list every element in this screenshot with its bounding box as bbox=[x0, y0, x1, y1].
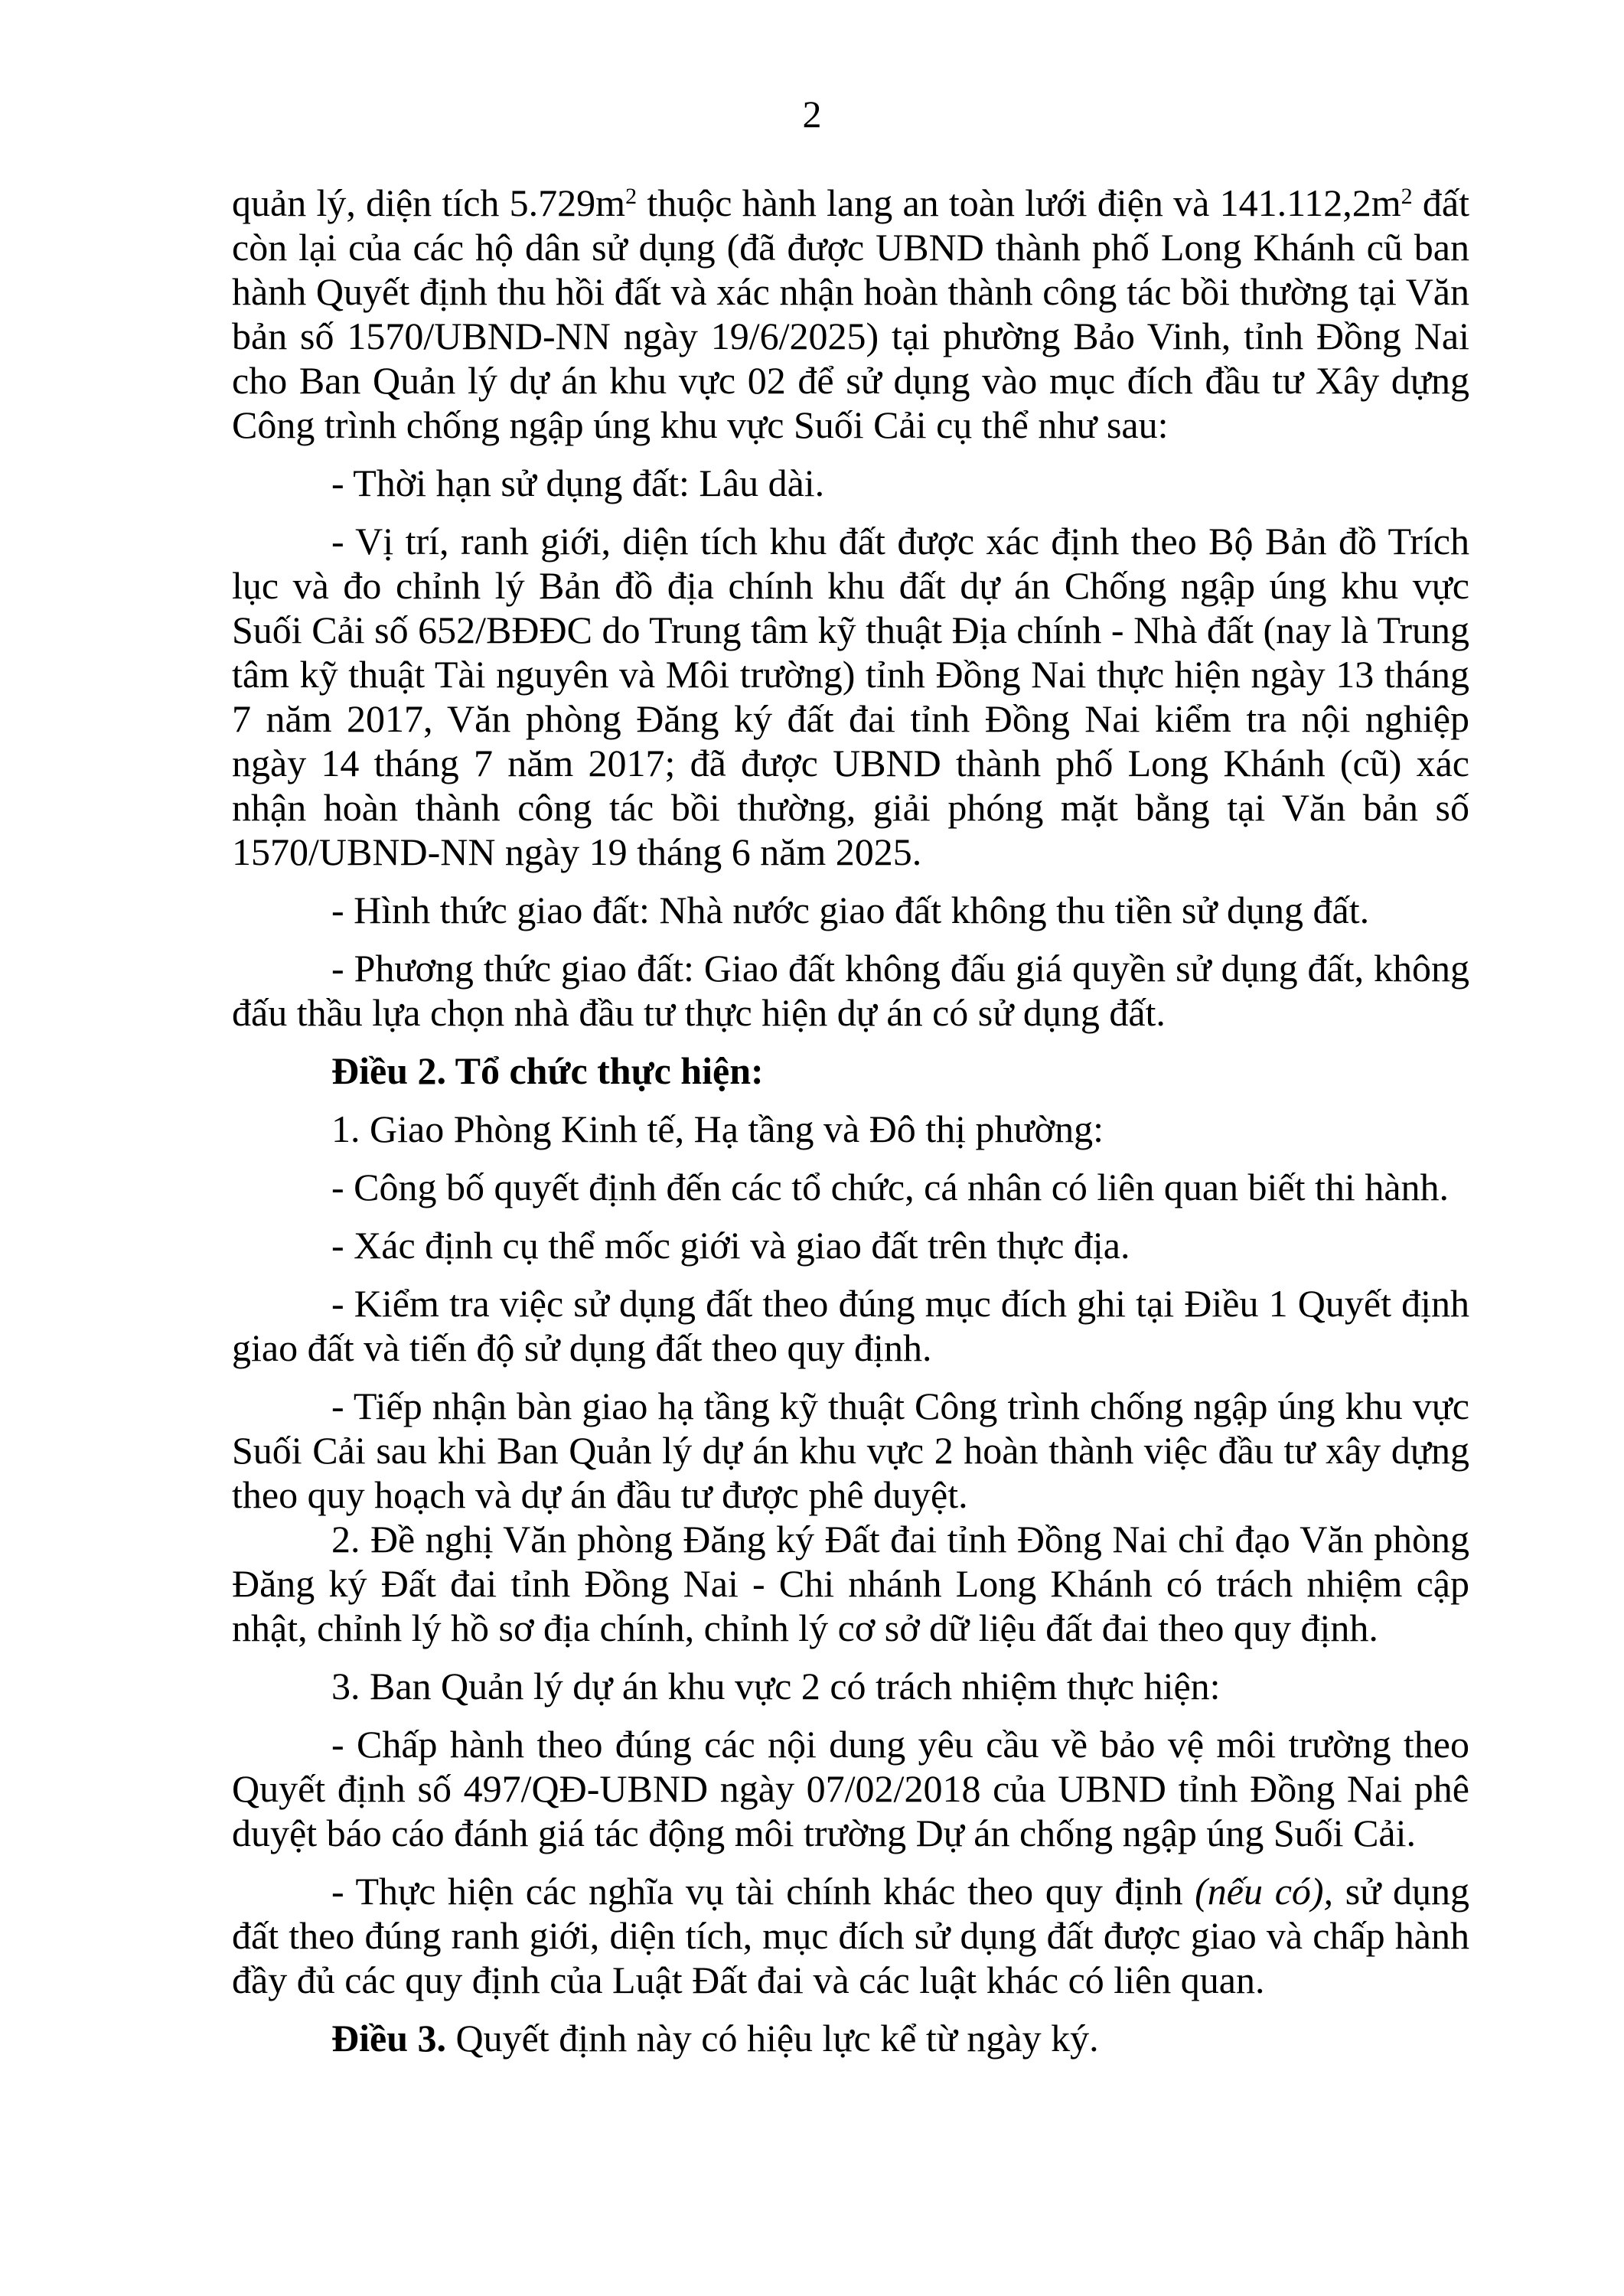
text-run: - Vị trí, ranh giới, diện tích khu đất được xác định theo Bộ Bản đồ Trích lục và đo chỉnh lý Bản đồ địa chính khu đất dự án Chống ngập úng khu vực Suối Cải số 652/BĐĐC do Trung tâm kỹ thuật Địa chính - Nhà đất (nay là Trung tâm kỹ thuật Tài nguyên và Môi trường) tỉnh Đồng Nai thực hiện ngày 13 tháng 7 năm 2017, Văn phòng Đăng ký đất đai tỉnh Đồng Nai kiểm tra nội nghiệp ngày 14 tháng 7 năm 2017; đã được UBND thành phố Long Khánh (cũ) xác nhận hoàn thành công tác bồi thường, giải phóng mặt bằng tại Văn bản số 1570/UBND-NN ngày 19 tháng 6 năm 2025. bbox=[232, 520, 1469, 873]
text-run: - Tiếp nhận bàn giao hạ tầng kỹ thuật Công trình chống ngập úng khu vực Suối Cải sau khi Ban Quản lý dự án khu vực 2 hoàn thành việc đầu tư xây dựng theo quy hoạch và dự án đầu tư được phê duyệt. bbox=[232, 1384, 1469, 1516]
text-run: (nếu có), bbox=[1195, 1870, 1334, 1913]
paragraph-item-1 bbox=[232, 1107, 1469, 1151]
text-run: - Chấp hành theo đúng các nội dung yêu cầu về bảo vệ môi trường theo Quyết định số 497/QĐ-UBND ngày 07/02/2018 của UBND tỉnh Đồng Nai phê duyệt báo cáo đánh giá tác động môi trường Dự án chống ngập úng Suối Cải. bbox=[232, 1723, 1469, 1854]
paragraph-allocation-method bbox=[232, 946, 1469, 1035]
paragraph-environment-compliance bbox=[232, 1722, 1469, 1855]
text-run: - Công bố quyết định đến các tổ chức, cá nhân có liên quan biết thi hành. bbox=[331, 1166, 1450, 1208]
paragraph-land-use-duration bbox=[232, 461, 1469, 505]
paragraph-allocation-form bbox=[232, 888, 1469, 932]
heading-article-2 bbox=[232, 1049, 1469, 1093]
text-run: - Phương thức giao đất: Giao đất không đấu giá quyền sử dụng đất, không đấu thầu lựa chọn nhà đầu tư thực hiện dự án có sử dụng đất. bbox=[232, 947, 1469, 1034]
paragraph-boundary-markers bbox=[232, 1223, 1469, 1267]
paragraph-item-2 bbox=[232, 1517, 1469, 1650]
text-run: 3. Ban Quản lý dự án khu vực 2 có trách nhiệm thực hiện: bbox=[331, 1665, 1221, 1707]
text-run: - Thực hiện các nghĩa vụ tài chính khác theo quy định bbox=[331, 1870, 1195, 1913]
text-run: sử dụng đất theo đúng ranh giới, diện tích, mục đích sử dụng đất được giao và chấp hành đầy đủ các quy định của Luật Đất đai và các luật khác có liên quan. bbox=[232, 1870, 1470, 2001]
text-run: Điều 3. bbox=[331, 2017, 446, 2060]
text-run: - Thời hạn sử dụng đất: Lâu dài. bbox=[331, 461, 825, 504]
paragraph-land-use-inspection bbox=[232, 1281, 1469, 1370]
paragraph-financial-obligations bbox=[232, 1869, 1469, 2002]
paragraph-infrastructure-handover bbox=[232, 1384, 1469, 1517]
text-run: Quyết định này có hiệu lực kể từ ngày ký. bbox=[446, 2017, 1099, 2060]
superscript: 2 bbox=[1401, 183, 1413, 209]
paragraph-announce-decision bbox=[232, 1165, 1469, 1209]
text-run: Điều 2. Tổ chức thực hiện: bbox=[331, 1049, 764, 1092]
paragraph-intro-continuation bbox=[232, 181, 1469, 447]
heading-article-3 bbox=[232, 2016, 1469, 2060]
paragraph-item-3 bbox=[232, 1664, 1469, 1708]
superscript: 2 bbox=[625, 183, 638, 209]
page-number: 2 bbox=[802, 93, 822, 135]
text-run: 1. Giao Phòng Kinh tế, Hạ tầng và Đô thị phường: bbox=[331, 1107, 1104, 1150]
document-body bbox=[232, 181, 1469, 2060]
text-run: - Kiểm tra việc sử dụng đất theo đúng mục đích ghi tại Điều 1 Quyết định giao đất và tiến độ sử dụng đất theo quy định. bbox=[232, 1282, 1469, 1369]
text-run: 2. Đề nghị Văn phòng Đăng ký Đất đai tỉnh Đồng Nai chỉ đạo Văn phòng Đăng ký Đất đai tỉnh Đồng Nai - Chi nhánh Long Khánh có trách nhiệm cập nhật, chỉnh lý hồ sơ địa chính, chỉnh lý cơ sở dữ liệu đất đai theo quy định. bbox=[232, 1518, 1469, 1649]
text-run: - Hình thức giao đất: Nhà nước giao đất không thu tiền sử dụng đất. bbox=[331, 889, 1370, 931]
text-run: - Xác định cụ thể mốc giới và giao đất trên thực địa. bbox=[331, 1224, 1130, 1267]
paragraph-location-boundary bbox=[232, 519, 1469, 874]
text-run: đất còn lại của các hộ dân sử dụng (đã được UBND thành phố Long Khánh cũ ban hành Quyết định thu hồi đất và xác nhận hoàn thành công tác bồi thường tại Văn bản số 1570/UBND-NN ngày 19/6/2025) tại phường Bảo Vinh, tỉnh Đồng Nai cho Ban Quản lý dự án khu vực 02 để sử dụng vào mục đích đầu tư Xây dựng Công trình chống ngập úng khu vực Suối Cải cụ thể như sau: bbox=[232, 181, 1469, 446]
text-run: thuộc hành lang an toàn lưới điện và 141.112,2m bbox=[637, 181, 1401, 224]
text-run: quản lý, diện tích 5.729m bbox=[232, 181, 626, 224]
